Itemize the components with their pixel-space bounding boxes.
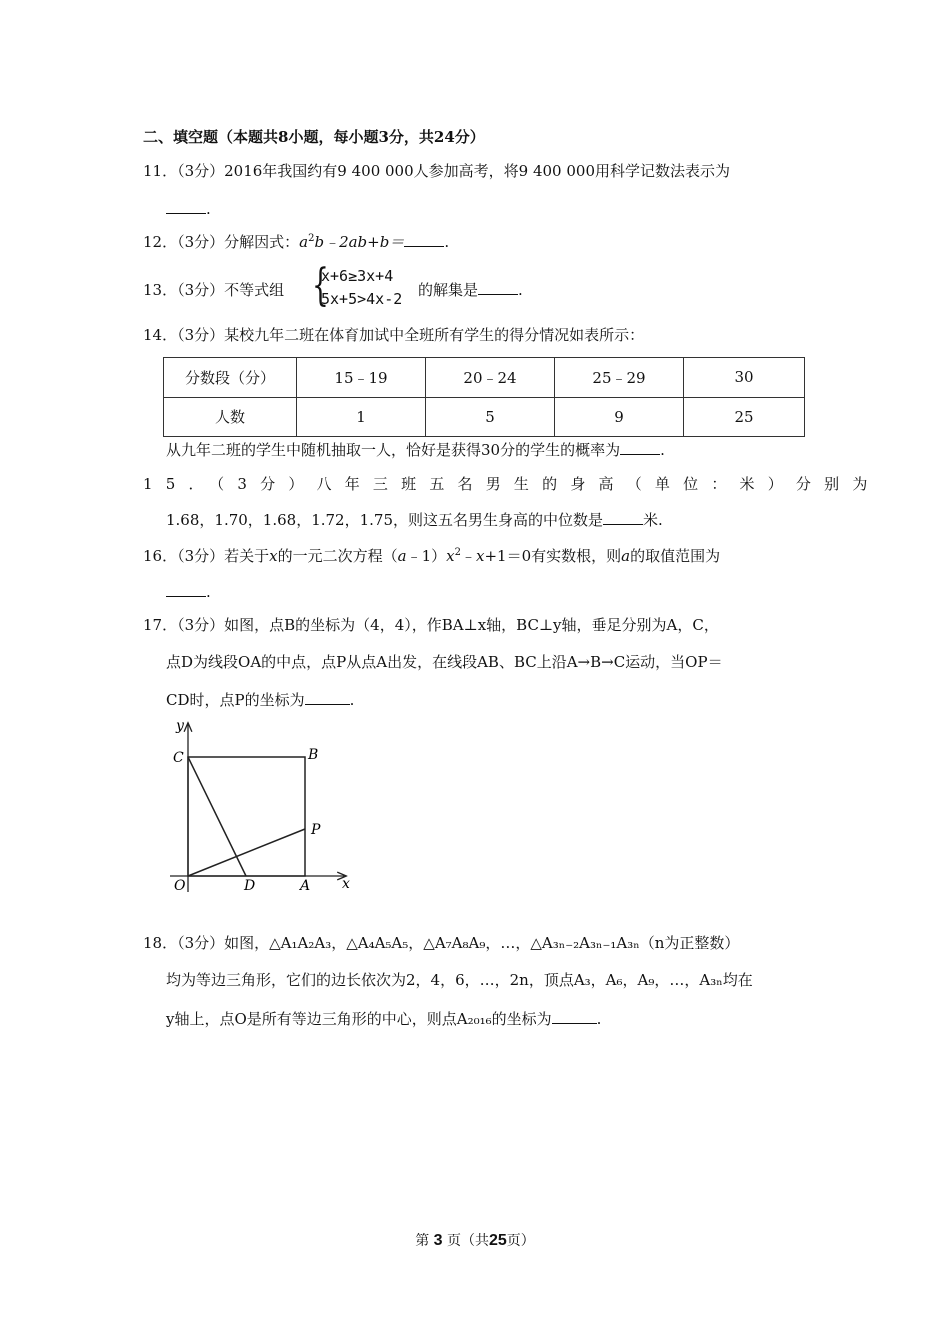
table-cell: 分数段（分） — [164, 358, 297, 398]
page-total: 25 — [489, 1232, 507, 1249]
table-cell: 1 — [297, 397, 426, 437]
question-18-line2: 均为等边三角形，它们的边长依次为2，4，6，…，2n，顶点A₃，A₆，A₉，…，A₃ₙ均在 — [166, 971, 753, 989]
square-OABC — [188, 757, 305, 876]
question-14-line2: 从九年二班的学生中随机抽取一人，恰好是获得30分的学生的概率为 . — [166, 441, 665, 459]
question-13-prefix: 13．（3分）不等式组 — [143, 281, 285, 299]
table-cell: 人数 — [164, 397, 297, 437]
answer-blank — [603, 510, 643, 525]
question-18-line3: y轴上，点O是所有等边三角形的中心，则点A₂₀₁₆的坐标为 . — [166, 1010, 602, 1028]
question-17-line1: 17．（3分）如图，点B的坐标为（4，4），作BA⊥x轴，BC⊥y轴，垂足分别为A，C， — [143, 616, 719, 634]
section-title: 二、填空题（本题共8小题，每小题3分，共24分） — [143, 128, 485, 146]
answer-blank — [620, 440, 660, 455]
label-x: x — [342, 876, 350, 892]
question-13-suffix: 的解集是 . — [418, 281, 523, 299]
table-cell: 15﹣19 — [297, 358, 426, 398]
page-footer: 第 3 页（共25页） — [415, 1232, 535, 1249]
inequality-2: 5x+5>4x-2 — [321, 290, 403, 308]
inequality-system — [312, 260, 416, 311]
table-cell: 9 — [555, 397, 684, 437]
answer-blank — [404, 232, 444, 247]
question-16-line1: 16．（3分）若关于x的一元二次方程$(a﹣1)x^2﹣x+1=0$有实数根，则a的取值范围为 — [143, 547, 721, 565]
table-row — [164, 358, 805, 398]
answer-blank — [305, 690, 350, 705]
table-cell: 25﹣29 — [555, 358, 684, 398]
question-18-line1: 18．（3分）如图，△A₁A₂A₃，△A₄A₅A₅，△A₇A₈A₉，…，△A₃ₙ₋₂A₃ₙ₋₁A₃ₙ（n为正整数） — [143, 934, 740, 952]
answer-blank — [552, 1009, 597, 1024]
label-O: O — [174, 878, 186, 894]
question-12: 12．（3分）分解因式：$a^2b﹣2ab+b=$ . — [143, 233, 450, 251]
question-16-line2: . — [166, 582, 211, 602]
question-17-line3: CD时，点P的坐标为 . — [166, 691, 355, 709]
table-row — [164, 397, 805, 437]
question-11-line1: 11．（3分）2016年我国约有9 400 000人参加高考，将9 400 000用科学记数法表示为 — [143, 162, 730, 180]
label-B: B — [308, 747, 319, 763]
label-C: C — [173, 750, 184, 766]
table-cell: 30 — [684, 358, 805, 398]
table-cell: 20﹣24 — [426, 358, 555, 398]
table-cell: 5 — [426, 397, 555, 437]
segment-CD — [188, 757, 246, 876]
score-table — [163, 357, 805, 437]
page-number: 3 — [433, 1232, 443, 1249]
answer-blank — [478, 280, 518, 295]
label-P: P — [311, 822, 321, 838]
question-15-line2: 1.68，1.70，1.68，1.72，1.75，则这五名男生身高的中位数是 米. — [166, 511, 663, 529]
question-17-line2: 点D为线段OA的中点，点P从点A出发，在线段AB、BC上沿A→B→C运动，当OP＝ — [166, 653, 723, 671]
coordinate-figure — [160, 716, 360, 896]
table-cell: 25 — [684, 397, 805, 437]
question-14-line1: 14．（3分）某校九年二班在体育加试中全班所有学生的得分情况如表所示： — [143, 326, 645, 344]
answer-blank — [166, 199, 206, 214]
question-11-line2: . — [166, 199, 211, 219]
label-y: y — [176, 718, 184, 734]
answer-blank — [166, 582, 206, 597]
segment-OP — [188, 829, 305, 876]
question-15-line1: 15．（3分）八年三班五名男生的身高（单位：米）分别为 — [143, 475, 881, 493]
brace-symbol: { — [312, 260, 329, 311]
label-D: D — [244, 878, 256, 894]
inequality-1: x+6≥3x+4 — [321, 267, 394, 285]
label-A: A — [300, 878, 311, 894]
